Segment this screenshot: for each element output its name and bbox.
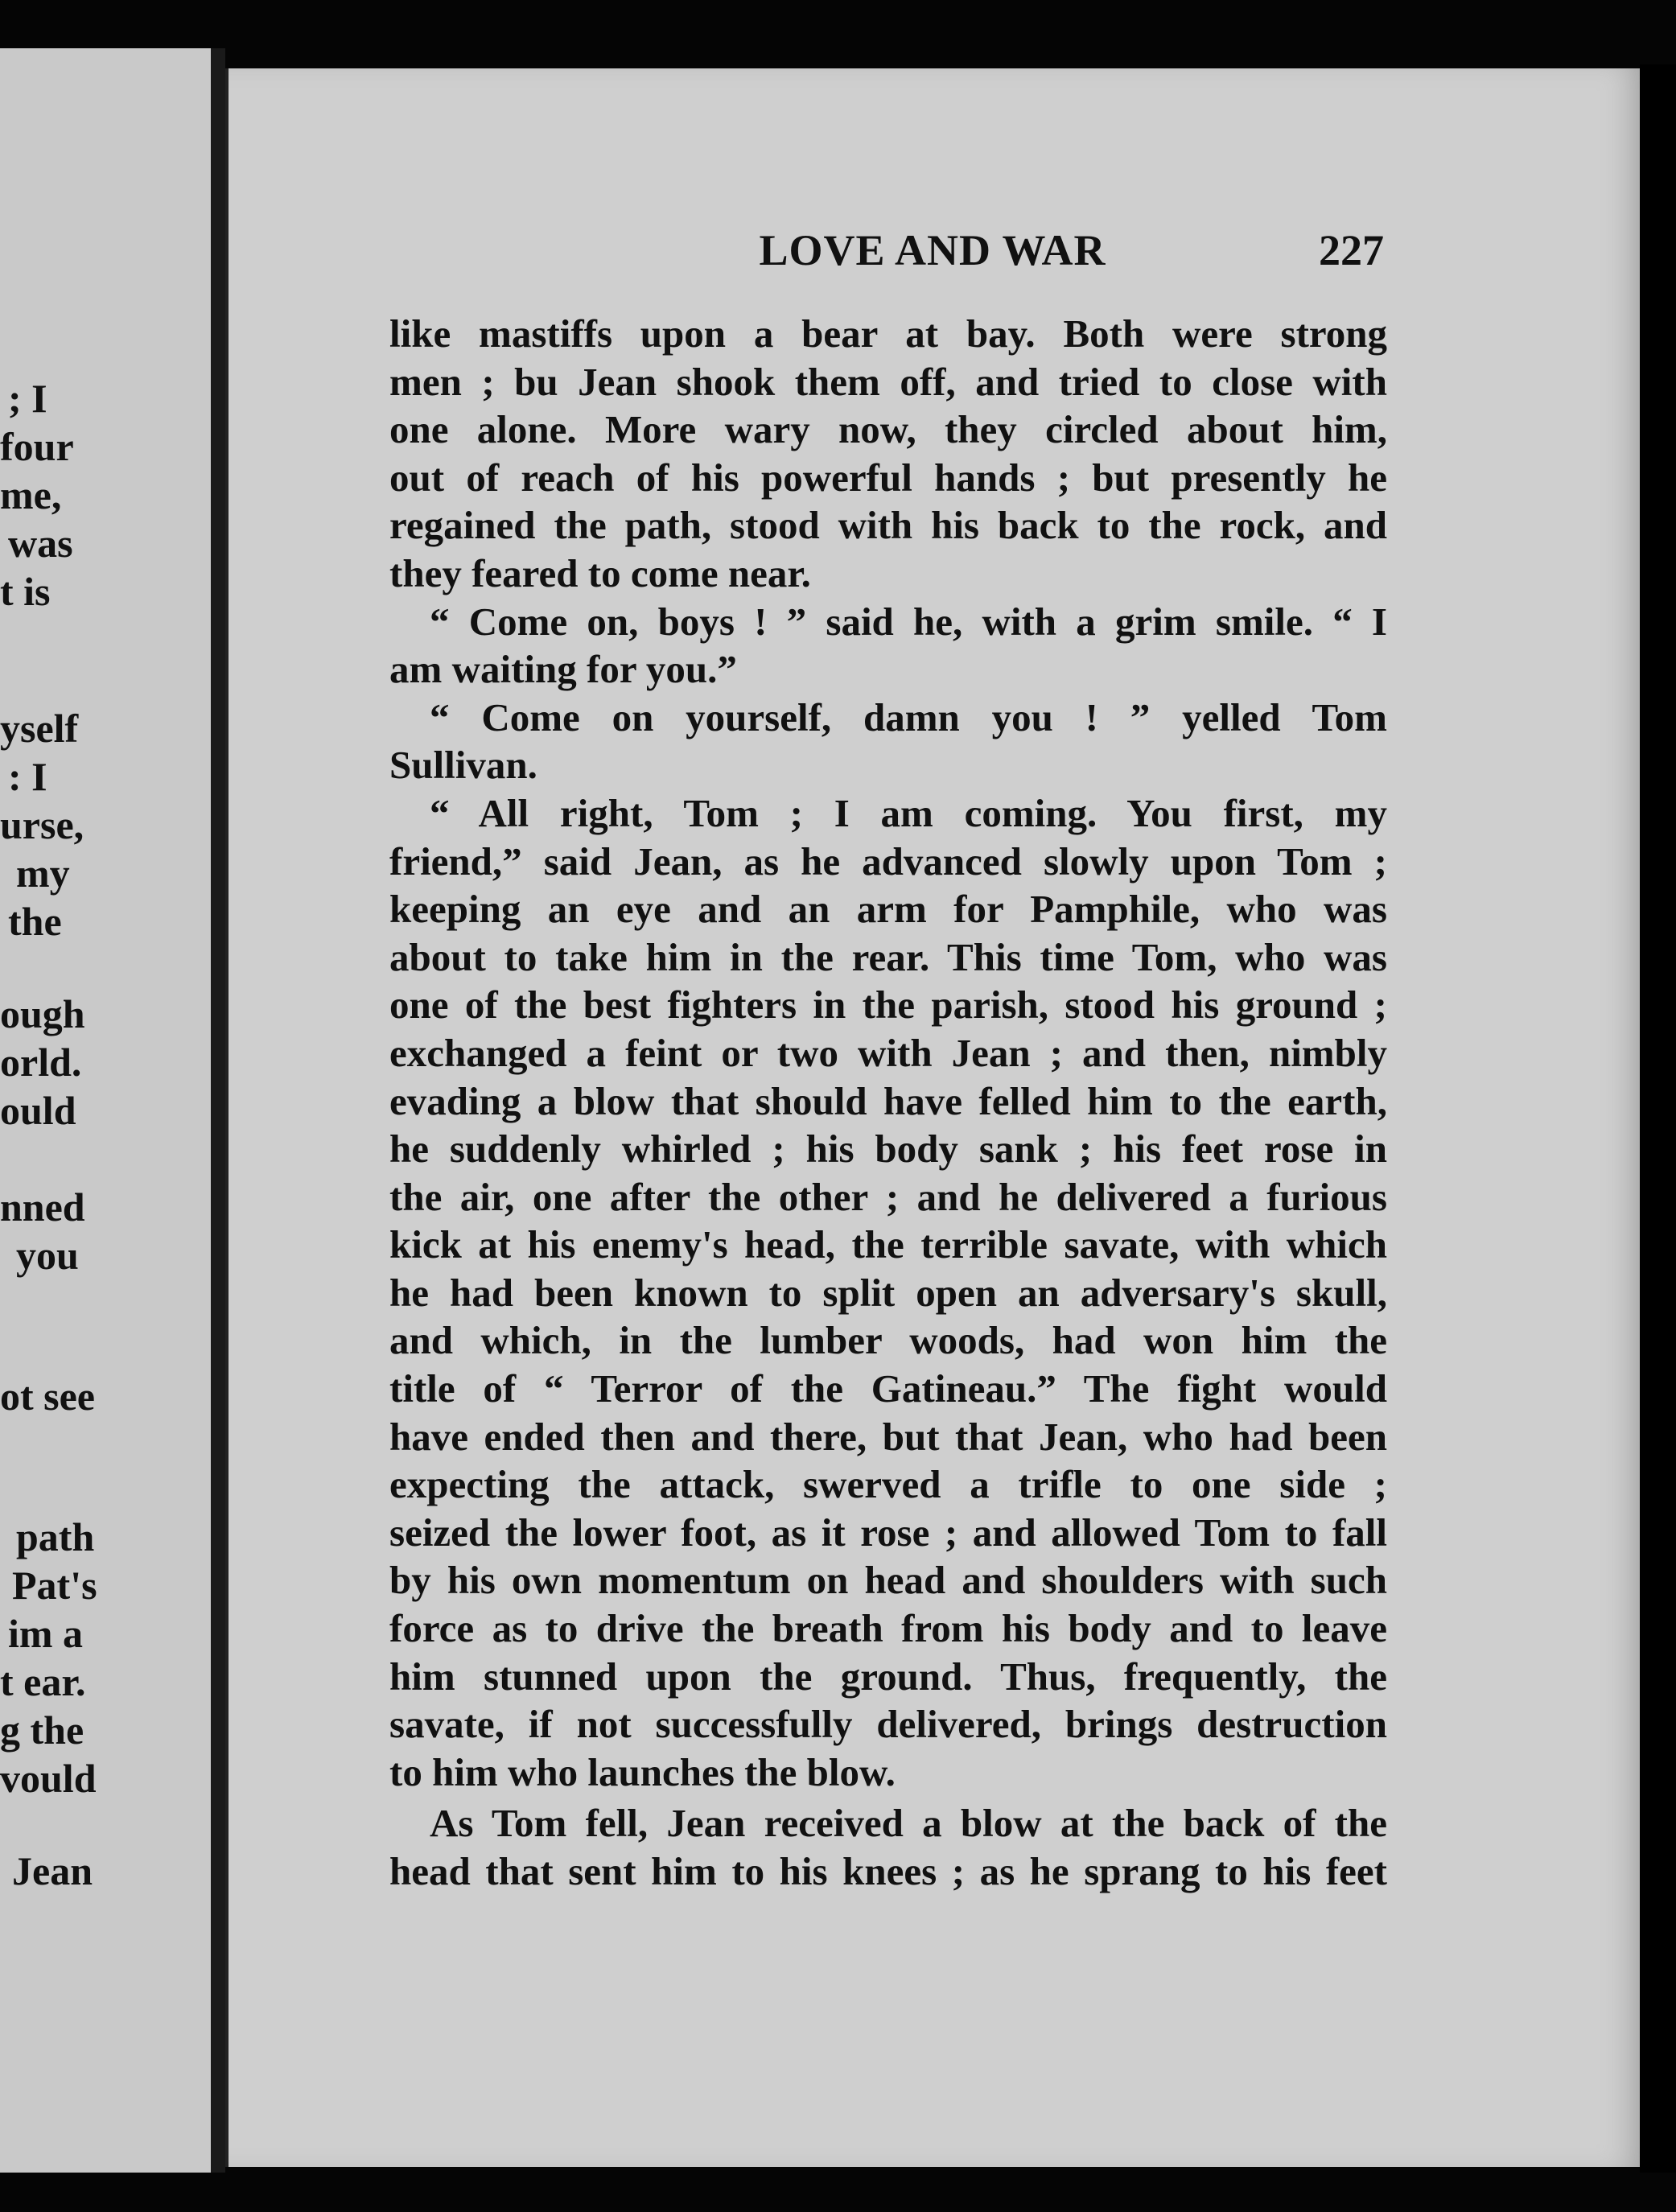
left-page-text: Jean xyxy=(12,1848,93,1893)
text-line: out of reach of his powerful hands ; but presently he xyxy=(389,455,1387,500)
text-line: the air, one after the other ; and he delivered a furious xyxy=(389,1174,1387,1219)
text-line: friend,” said Jean, as he advanced slowly upon Tom ; xyxy=(389,838,1387,884)
text-line: exchanged a feint or two with Jean ; and then, nimbly xyxy=(389,1030,1387,1075)
left-page-text: ; I xyxy=(8,376,47,421)
left-page-text: me, xyxy=(0,472,62,517)
book-gutter xyxy=(211,48,225,2173)
left-page-text: four xyxy=(0,424,74,469)
text-line: have ended then and there, but that Jean, who had been xyxy=(389,1414,1387,1459)
text-line: keeping an eye and an arm for Pamphile, who was xyxy=(389,887,1387,932)
text-line: “ Come on yourself, damn you ! ” yelled Tom xyxy=(430,694,1387,739)
body-text xyxy=(389,310,1387,1896)
text-line: title of “ Terror of the Gatineau.” The fight would xyxy=(389,1366,1387,1411)
left-page-text: orld. xyxy=(0,1040,82,1085)
left-page-text: ot see xyxy=(0,1374,95,1419)
left-page-text: vould xyxy=(0,1756,97,1801)
text-line: “ All right, Tom ; I am coming. You first, my xyxy=(430,790,1387,835)
main-page xyxy=(225,68,1643,2167)
text-line: expecting the attack, swerved a trifle to one side ; xyxy=(389,1462,1387,1507)
left-page-text: the xyxy=(8,899,62,944)
left-page-text: path xyxy=(16,1514,95,1559)
text-line: force as to drive the breath from his body and to leave xyxy=(389,1606,1387,1651)
text-line: Sullivan. xyxy=(389,743,537,788)
left-page-text: ould xyxy=(0,1088,76,1133)
text-line: regained the path, stood with his back to the rock, and xyxy=(389,503,1387,548)
text-line: about to take him in the rear. This time Tom, who was xyxy=(389,934,1387,979)
text-line: am waiting for you.” xyxy=(389,647,737,692)
scan-right-edge xyxy=(1640,64,1676,2173)
text-line: head that sent him to his knees ; as he sprang to his feet xyxy=(389,1849,1387,1893)
left-page-text: was xyxy=(8,521,73,566)
text-line: he suddenly whirled ; his body sank ; his feet rose in xyxy=(389,1127,1387,1172)
text-line: he had been known to split open an adversary's skull, xyxy=(389,1270,1387,1315)
text-line: kick at his enemy's head, the terrible savate, with which xyxy=(389,1222,1387,1267)
text-line: one of the best fighters in the parish, stood his ground ; xyxy=(389,982,1387,1028)
left-page-text: Pat's xyxy=(12,1563,97,1608)
text-line: to him who launches the blow. xyxy=(389,1749,896,1794)
left-page-text: im a xyxy=(8,1611,84,1656)
text-line: men ; bu Jean shook them off, and tried to close with xyxy=(389,359,1387,404)
left-page-text: my xyxy=(16,851,70,896)
text-line: one alone. More wary now, they circled about him, xyxy=(389,407,1387,452)
page-header xyxy=(229,225,1643,282)
left-page-text: ough xyxy=(0,991,85,1036)
text-line: him stunned upon the ground. Thus, frequently, the xyxy=(389,1654,1387,1699)
left-page-text: nned xyxy=(0,1184,85,1230)
text-line: and which, in the lumber woods, had won him the xyxy=(389,1318,1387,1363)
left-page-text: urse, xyxy=(0,802,84,847)
text-line: by his own momentum on head and shoulders with such xyxy=(389,1558,1387,1603)
left-page-text: : I xyxy=(8,754,47,799)
left-page-text: t ear. xyxy=(0,1659,86,1704)
page-number: 227 xyxy=(1319,226,1384,274)
left-page-text: g the xyxy=(0,1707,84,1753)
text-line: savate, if not successfully delivered, brings destruction xyxy=(389,1702,1387,1747)
text-line: As Tom fell, Jean received a blow at the back of the xyxy=(430,1801,1387,1846)
left-page-text: t is xyxy=(0,569,51,614)
left-page-text: yself xyxy=(0,706,79,751)
text-line: seized the lower foot, as it rose ; and allowed Tom to fall xyxy=(389,1510,1387,1555)
left-page-text: you xyxy=(16,1233,79,1278)
text-line: like mastiffs upon a bear at bay. Both were strong xyxy=(389,311,1387,356)
text-line: they feared to come near. xyxy=(389,550,811,595)
running-head: LOVE AND WAR xyxy=(759,226,1106,274)
left-page-fragment xyxy=(0,48,211,2173)
text-line: “ Come on, boys ! ” said he, with a grim smile. “ I xyxy=(430,599,1387,644)
text-line: evading a blow that should have felled him to the earth, xyxy=(389,1078,1387,1123)
